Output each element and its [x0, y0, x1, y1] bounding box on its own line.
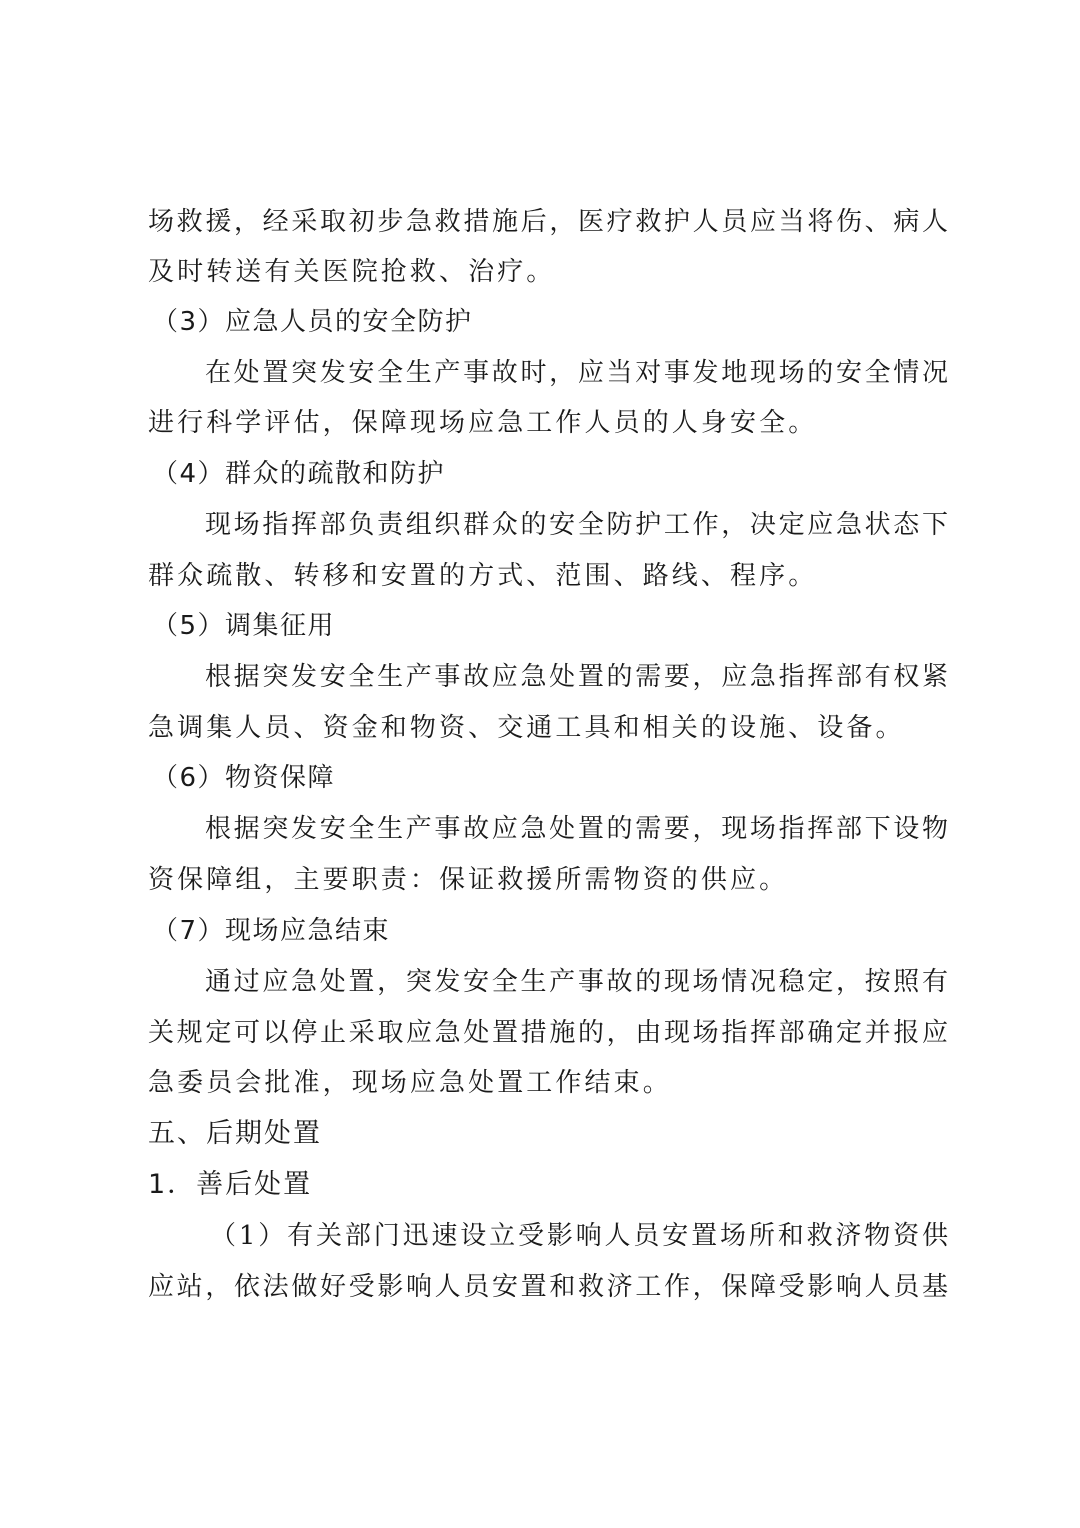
- subheading: （3）应急人员的安全防护: [152, 307, 473, 337]
- body-line: 群众疏散、转移和安置的方式、范围、路线、程序。: [148, 561, 818, 591]
- body-line: 关规定可以停止采取应急处置措施的，由现场指挥部确定并报应: [148, 1018, 948, 1048]
- subheading: （5）调集征用: [152, 611, 336, 641]
- body-line: 急委员会批准，现场应急处置工作结束。: [148, 1068, 672, 1098]
- body-line: 及时转送有关医院抢救、治疗。: [148, 257, 556, 287]
- body-line: 根据突发安全生产事故应急处置的需要，应急指挥部有权紧: [205, 662, 948, 692]
- section-heading: 五、后期处置: [148, 1118, 322, 1149]
- body-line: 通过应急处置，突发安全生产事故的现场情况稳定，按照有: [205, 967, 948, 997]
- body-line: 进行科学评估，保障现场应急工作人员的人身安全。: [148, 408, 818, 438]
- body-line: 应站，依法做好受影响人员安置和救济工作，保障受影响人员基: [148, 1272, 948, 1302]
- body-line: （1）有关部门迅速设立受影响人员安置场所和救济物资供: [210, 1221, 948, 1251]
- body-line: 场救援，经采取初步急救措施后，医疗救护人员应当将伤、病人: [148, 207, 948, 237]
- body-line: 根据突发安全生产事故应急处置的需要，现场指挥部下设物: [205, 814, 948, 844]
- body-line: 现场指挥部负责组织群众的安全防护工作，决定应急状态下: [205, 510, 948, 540]
- body-line: 在处置突发安全生产事故时，应当对事发地现场的安全情况: [205, 358, 948, 388]
- body-line: 急调集人员、资金和物资、交通工具和相关的设施、设备。: [148, 713, 905, 743]
- body-line: 资保障组，主要职责：保证救援所需物资的供应。: [148, 865, 789, 895]
- section-subheading: 1．善后处置: [148, 1169, 313, 1200]
- subheading: （4）群众的疏散和防护: [152, 459, 446, 489]
- subheading: （7）现场应急结束: [152, 916, 391, 946]
- subheading: （6）物资保障: [152, 763, 336, 793]
